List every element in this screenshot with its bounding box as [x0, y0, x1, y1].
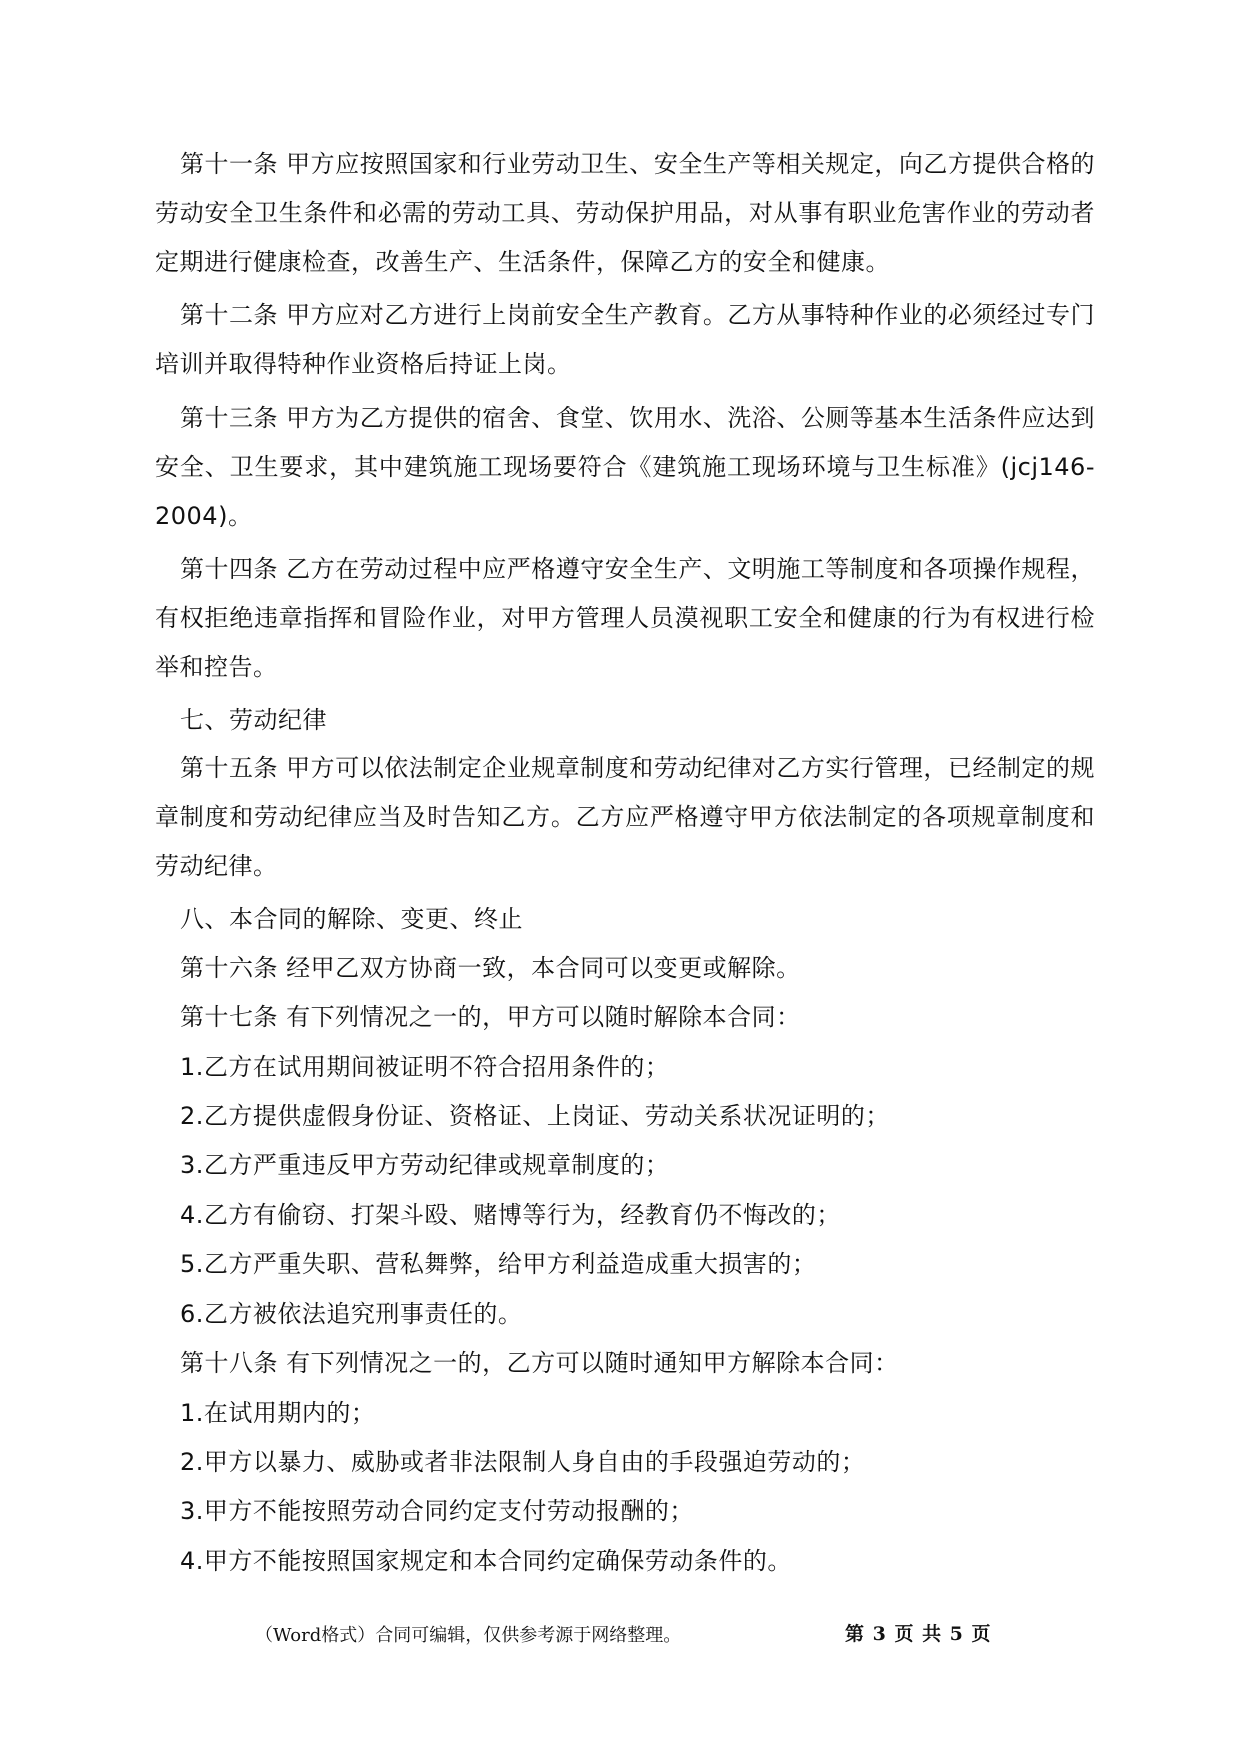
list-item-17-4: 4.乙方有偷窃、打架斗殴、赌博等行为，经教育仍不悔改的；: [180, 1201, 841, 1229]
page-number: 第 3 页 共 5 页: [845, 1623, 992, 1645]
list-item-17-3: 3.乙方严重违反甲方劳动纪律或规章制度的；: [180, 1151, 670, 1179]
list-item-17-2: 2.乙方提供虚假身份证、资格证、上岗证、劳动关系状况证明的；: [180, 1102, 890, 1130]
article-12: 第十二条 甲方应对乙方进行上岗前安全生产教育。乙方从事特种作业的必须经过专门培训并取得特种作业资格后持证上岗。: [155, 301, 1095, 378]
list-item-17-6: 6.乙方被依法追究刑事责任的。: [180, 1300, 523, 1328]
list-item-18-2: 2.甲方以暴力、威胁或者非法限制人身自由的手段强迫劳动的；: [180, 1448, 866, 1476]
section-heading-8: 八、本合同的解除、变更、终止: [180, 905, 523, 933]
article-16: 第十六条 经甲乙双方协商一致，本合同可以变更或解除。: [180, 954, 801, 982]
list-item-18-3: 3.甲方不能按照劳动合同约定支付劳动报酬的；: [180, 1497, 694, 1525]
footer-note: （Word格式）合同可编辑，仅供参考源于网络整理。: [255, 1625, 682, 1646]
article-18: 第十八条 有下列情况之一的，乙方可以随时通知甲方解除本合同：: [180, 1349, 899, 1377]
article-17: 第十七条 有下列情况之一的，甲方可以随时解除本合同：: [180, 1003, 801, 1031]
article-14: 第十四条 乙方在劳动过程中应严格遵守安全生产、文明施工等制度和各项操作规程，有权拒绝违章指挥和冒险作业，对甲方管理人员漠视职工安全和健康的行为有权进行检举和控告。: [155, 555, 1095, 681]
section-heading-7: 七、劳动纪律: [180, 706, 327, 734]
list-item-17-5: 5.乙方严重失职、营私舞弊，给甲方利益造成重大损害的；: [180, 1250, 817, 1278]
list-item-18-4: 4.甲方不能按照国家规定和本合同约定确保劳动条件的。: [180, 1547, 792, 1575]
article-15: 第十五条 甲方可以依法制定企业规章制度和劳动纪律对乙方实行管理，已经制定的规章制度和劳动纪律应当及时告知乙方。乙方应严格遵守甲方依法制定的各项规章制度和劳动纪律。: [155, 754, 1095, 880]
list-item-17-1: 1.乙方在试用期间被证明不符合招用条件的；: [180, 1053, 670, 1081]
list-item-18-1: 1.在试用期内的；: [180, 1399, 376, 1427]
article-13: 第十三条 甲方为乙方提供的宿舍、食堂、饮用水、洗浴、公厕等基本生活条件应达到安全、卫生要求，其中建筑施工现场要符合《建筑施工现场环境与卫生标准》(jcj146-2004)。: [155, 404, 1095, 530]
article-11: 第十一条 甲方应按照国家和行业劳动卫生、安全生产等相关规定，向乙方提供合格的劳动安全卫生条件和必需的劳动工具、劳动保护用品，对从事有职业危害作业的劳动者定期进行健康检查，改善生产、生活条件，保障乙方的安全和健康。: [155, 150, 1095, 276]
